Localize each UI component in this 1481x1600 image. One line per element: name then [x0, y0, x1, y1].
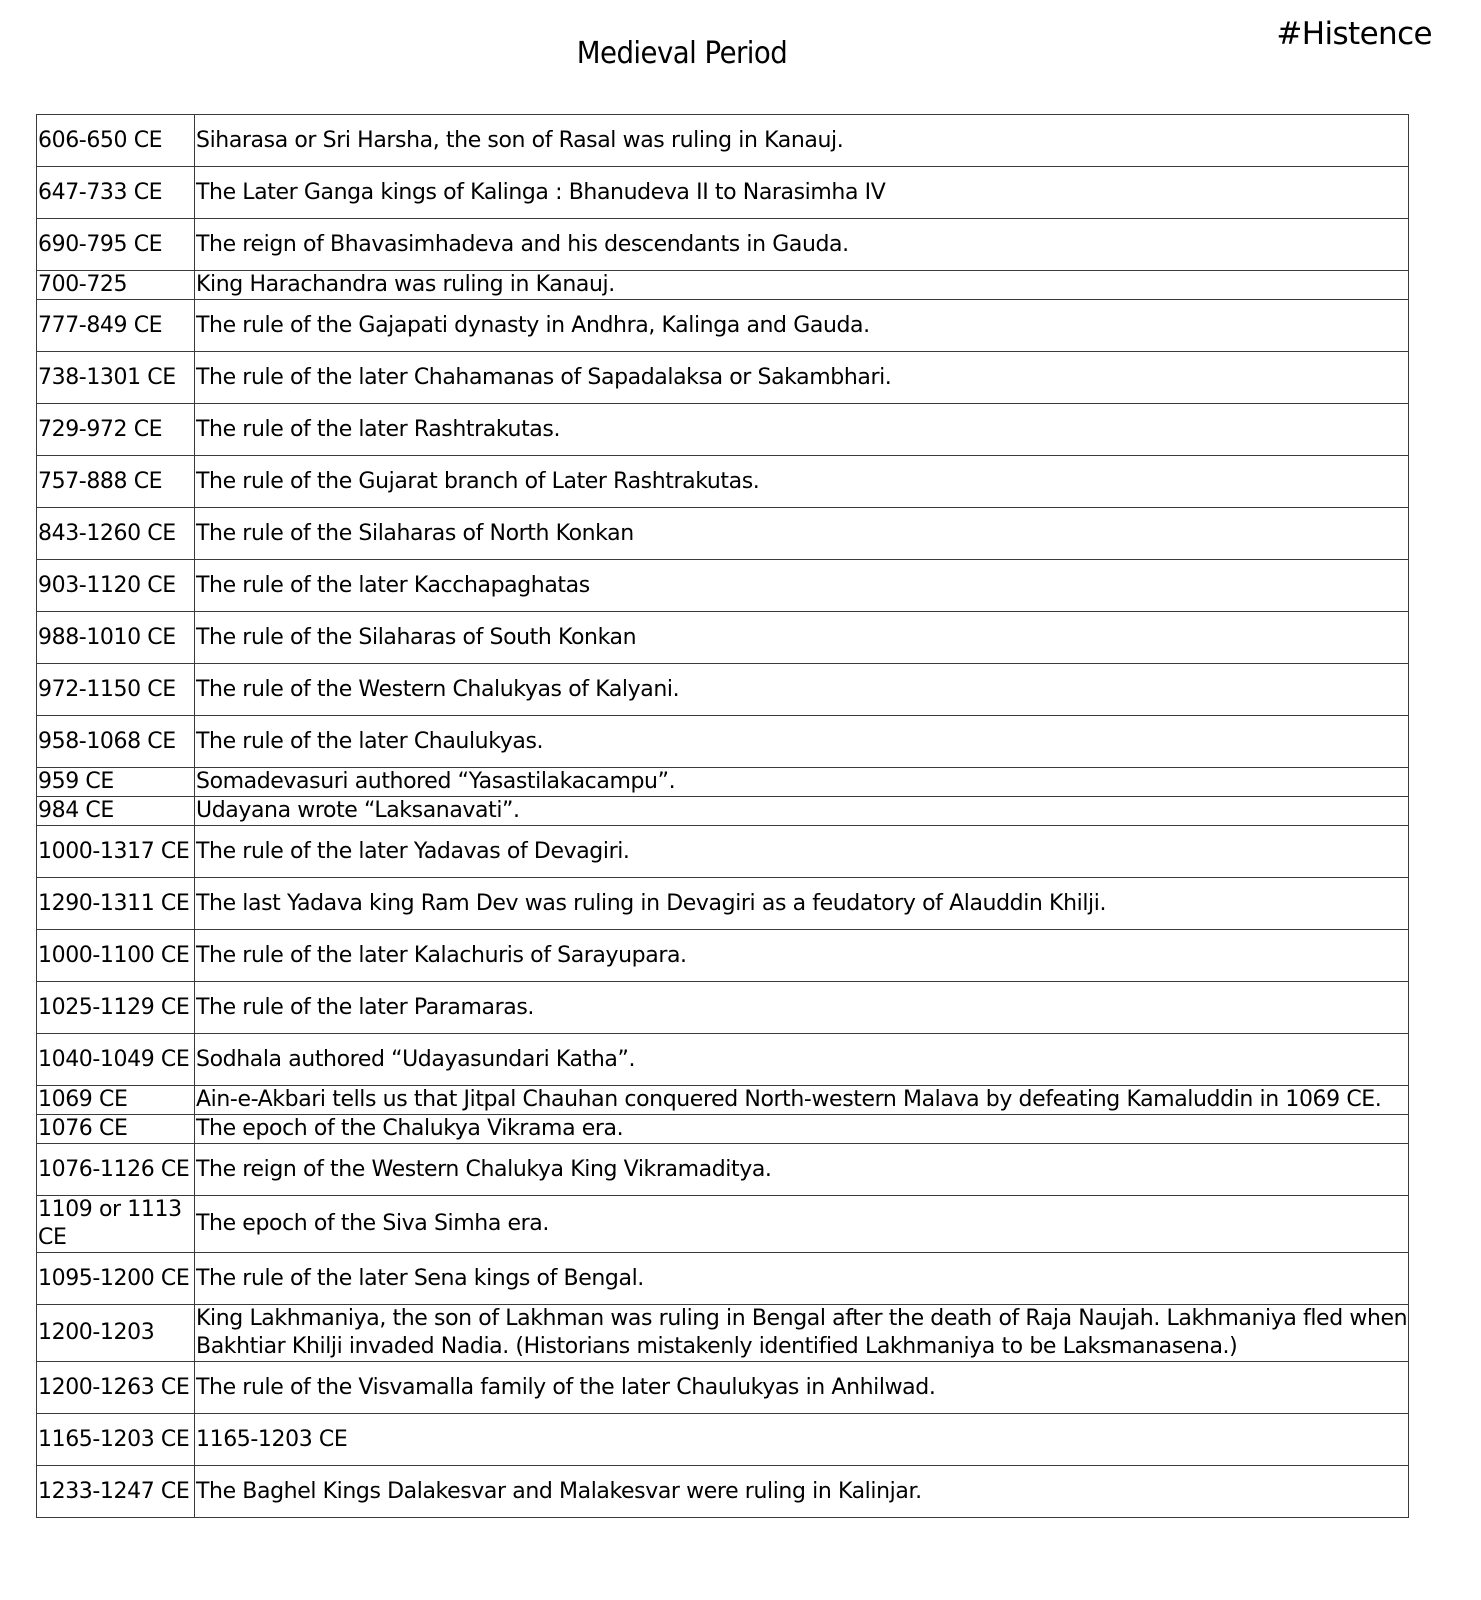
- date-cell: 988-1010 CE: [37, 612, 195, 664]
- event-cell: 1165-1203 CE: [195, 1414, 1409, 1466]
- table-row: [37, 930, 1409, 982]
- date-cell: 738-1301 CE: [37, 352, 195, 404]
- table-row: [37, 1144, 1409, 1196]
- table-row: [37, 352, 1409, 404]
- event-cell: The rule of the Gujarat branch of Later Rashtrakutas.: [195, 456, 1409, 508]
- event-cell: The rule of the later Rashtrakutas.: [195, 404, 1409, 456]
- date-cell: 984 CE: [37, 797, 195, 826]
- date-cell: 1025-1129 CE: [37, 982, 195, 1034]
- event-cell: King Harachandra was ruling in Kanauj.: [195, 271, 1409, 300]
- event-cell: The rule of the later Paramaras.: [195, 982, 1409, 1034]
- event-cell: The rule of the Visvamalla family of the later Chaulukyas in Anhilwad.: [195, 1362, 1409, 1414]
- date-cell: 1000-1317 CE: [37, 826, 195, 878]
- date-cell: 777-849 CE: [37, 300, 195, 352]
- table-row: [37, 1362, 1409, 1414]
- table-row: [37, 167, 1409, 219]
- event-cell: King Lakhmaniya, the son of Lakhman was ruling in Bengal after the death of Raja Naujah. Lakhmaniya fled when Bakhtiar Khilji invaded Nadia. (Historians mistakenly identified Lakhmaniya to be Laksmanasena.): [195, 1305, 1409, 1362]
- date-cell: 1076 CE: [37, 1115, 195, 1144]
- date-cell: 1000-1100 CE: [37, 930, 195, 982]
- date-cell: 647-733 CE: [37, 167, 195, 219]
- date-cell: 729-972 CE: [37, 404, 195, 456]
- table-row: [37, 716, 1409, 768]
- event-cell: The rule of the Western Chalukyas of Kalyani.: [195, 664, 1409, 716]
- event-cell: The rule of the later Kalachuris of Sarayupara.: [195, 930, 1409, 982]
- table-row: [37, 768, 1409, 797]
- date-cell: 757-888 CE: [37, 456, 195, 508]
- timeline-table: [36, 114, 1409, 1518]
- brand-tag: #Histence: [1276, 16, 1432, 52]
- table-row: [37, 1253, 1409, 1305]
- event-cell: The rule of the Silaharas of North Konkan: [195, 508, 1409, 560]
- date-cell: 903-1120 CE: [37, 560, 195, 612]
- table-row: [37, 664, 1409, 716]
- event-cell: The rule of the later Yadavas of Devagiri.: [195, 826, 1409, 878]
- date-cell: 843-1260 CE: [37, 508, 195, 560]
- table-row: [37, 982, 1409, 1034]
- table-row: [37, 404, 1409, 456]
- date-cell: 1076-1126 CE: [37, 1144, 195, 1196]
- event-cell: The Baghel Kings Dalakesvar and Malakesvar were ruling in Kalinjar.: [195, 1466, 1409, 1518]
- table-row: [37, 271, 1409, 300]
- date-cell: 1095-1200 CE: [37, 1253, 195, 1305]
- date-cell: 1040-1049 CE: [37, 1034, 195, 1086]
- date-cell: 690-795 CE: [37, 219, 195, 271]
- table-row: [37, 826, 1409, 878]
- table-row: [37, 300, 1409, 352]
- event-cell: Udayana wrote “Laksanavati”.: [195, 797, 1409, 826]
- table-row: [37, 1414, 1409, 1466]
- table-row: [37, 508, 1409, 560]
- table-row: [37, 797, 1409, 826]
- date-cell: 1200-1203: [37, 1305, 195, 1362]
- table-row: [37, 1196, 1409, 1253]
- timeline-body: [37, 115, 1409, 1518]
- table-row: [37, 1115, 1409, 1144]
- table-row: [37, 1305, 1409, 1362]
- event-cell: Siharasa or Sri Harsha, the son of Rasal was ruling in Kanauj.: [195, 115, 1409, 167]
- event-cell: The rule of the Gajapati dynasty in Andhra, Kalinga and Gauda.: [195, 300, 1409, 352]
- event-cell: The rule of the later Chahamanas of Sapadalaksa or Sakambhari.: [195, 352, 1409, 404]
- event-cell: Ain-e-Akbari tells us that Jitpal Chauhan conquered North-western Malava by defeating Kamaluddin in 1069 CE.: [195, 1086, 1409, 1115]
- table-row: [37, 219, 1409, 271]
- table-row: [37, 1086, 1409, 1115]
- event-cell: The reign of the Western Chalukya King Vikramaditya.: [195, 1144, 1409, 1196]
- event-cell: The rule of the later Chaulukyas.: [195, 716, 1409, 768]
- date-cell: 1233-1247 CE: [37, 1466, 195, 1518]
- date-cell: 700-725: [37, 271, 195, 300]
- date-cell: 959 CE: [37, 768, 195, 797]
- event-cell: The epoch of the Siva Simha era.: [195, 1196, 1409, 1253]
- date-cell: 1290-1311 CE: [37, 878, 195, 930]
- date-cell: 1200-1263 CE: [37, 1362, 195, 1414]
- table-row: [37, 1034, 1409, 1086]
- event-cell: The reign of Bhavasimhadeva and his descendants in Gauda.: [195, 219, 1409, 271]
- event-cell: The rule of the Silaharas of South Konkan: [195, 612, 1409, 664]
- date-cell: 972-1150 CE: [37, 664, 195, 716]
- date-cell: 606-650 CE: [37, 115, 195, 167]
- table-row: [37, 115, 1409, 167]
- event-cell: The rule of the later Sena kings of Bengal.: [195, 1253, 1409, 1305]
- event-cell: The last Yadava king Ram Dev was ruling in Devagiri as a feudatory of Alauddin Khilji.: [195, 878, 1409, 930]
- date-cell: 1069 CE: [37, 1086, 195, 1115]
- page-title: Medieval Period: [576, 36, 788, 71]
- table-row: [37, 560, 1409, 612]
- event-cell: The rule of the later Kacchapaghatas: [195, 560, 1409, 612]
- event-cell: The epoch of the Chalukya Vikrama era.: [195, 1115, 1409, 1144]
- event-cell: Sodhala authored “Udayasundari Katha”.: [195, 1034, 1409, 1086]
- date-cell: 1165-1203 CE: [37, 1414, 195, 1466]
- event-cell: Somadevasuri authored “Yasastilakacampu”.: [195, 768, 1409, 797]
- table-row: [37, 1466, 1409, 1518]
- table-row: [37, 612, 1409, 664]
- event-cell: The Later Ganga kings of Kalinga : Bhanudeva II to Narasimha IV: [195, 167, 1409, 219]
- date-cell: 958-1068 CE: [37, 716, 195, 768]
- date-cell: 1109 or 1113 CE: [37, 1196, 195, 1253]
- table-row: [37, 456, 1409, 508]
- table-row: [37, 878, 1409, 930]
